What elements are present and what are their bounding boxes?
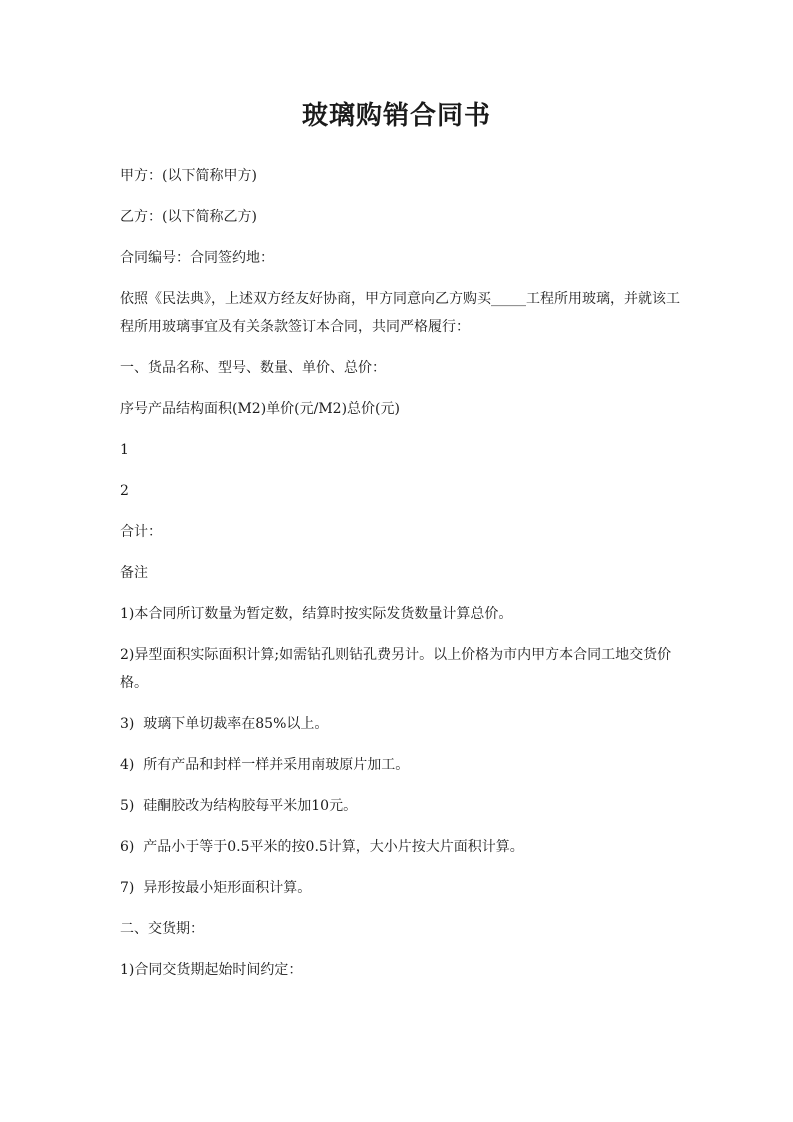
remarks-heading: 备注 — [120, 565, 148, 581]
party-a-line: 甲方：(以下简称甲方) — [120, 168, 257, 184]
goods-row-2: 2 — [120, 483, 129, 499]
goods-table-header: 序号产品结构面积(M2)单价(元/M2)总价(元) — [120, 401, 400, 417]
remark-3: 3) 玻璃下单切裁率在85%以上。 — [120, 716, 329, 732]
remark-6: 6) 产品小于等于0.5平米的按0.5计算，大小片按大片面积计算。 — [120, 839, 524, 855]
total-line: 合计： — [120, 524, 162, 540]
remark-4: 4) 所有产品和封样一样并采用南玻原片加工。 — [120, 757, 410, 773]
section-2-heading: 二、交货期： — [120, 921, 204, 937]
remark-5: 5) 硅酮胶改为结构胶每平米加10元。 — [120, 798, 358, 814]
remark-1: 1)本合同所订数量为暂定数，结算时按实际发货数量计算总价。 — [120, 606, 513, 622]
goods-row-1: 1 — [120, 442, 129, 458]
section-1-heading: 一、货品名称、型号、数量、单价、总价： — [120, 360, 386, 376]
delivery-clause-1: 1)合同交货期起始时间约定： — [120, 962, 303, 978]
remark-2: 2)异型面积实际面积计算;如需钻孔则钻孔费另计。以上价格为市内甲方本合同工地交货价格。 — [120, 647, 672, 691]
preamble-paragraph: 依照《民法典》，上述双方经友好协商，甲方同意向乙方购买_____工程所用玻璃，并就该工程所用玻璃事宜及有关条款签订本合同，共同严格履行： — [120, 291, 680, 335]
remark-7: 7) 异形按最小矩形面积计算。 — [120, 880, 312, 896]
party-b-line: 乙方：(以下简称乙方) — [120, 209, 257, 225]
contract-number-line: 合同编号：合同签约地： — [120, 250, 274, 266]
document-title: 玻璃购销合同书 — [301, 101, 491, 131]
document-body — [120, 162, 680, 997]
